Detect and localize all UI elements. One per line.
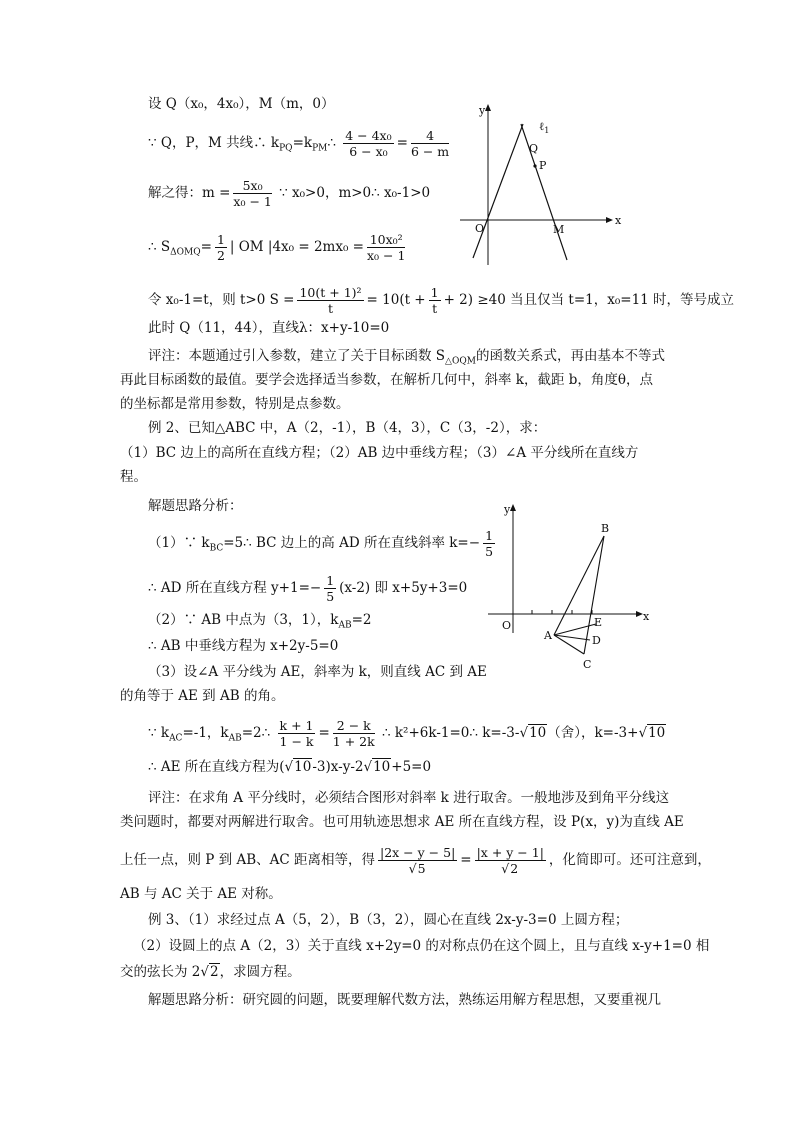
- text-fragment: ∴ k²+6k-1=0∴ k=-3-: [382, 725, 520, 741]
- fraction: [378, 845, 457, 876]
- text-line-22: 评注：在求角 A 平分线时，必须结合图形对斜率 k 进行取舍。一般地涉及到角平分线这: [148, 790, 670, 806]
- fraction: [324, 573, 336, 604]
- line-l1: [521, 124, 567, 260]
- sqrt-radicand: 5: [417, 861, 426, 876]
- fraction: [278, 718, 316, 749]
- text-fragment: -3)x-y-2: [312, 759, 364, 775]
- text-fragment: ∴ AD 所在直线方程 y+1=−: [148, 580, 322, 596]
- fraction-denominator: x₀ − 1: [233, 194, 272, 209]
- text-fragment: ∵ Q，P，M 共线∴ k: [148, 135, 280, 151]
- x-axis-ticks: [532, 610, 592, 614]
- y-axis-label: y: [504, 503, 511, 516]
- text-fragment: =-1，k: [182, 725, 229, 741]
- fraction-denominator: t: [327, 301, 334, 316]
- segment-AD: [554, 635, 590, 640]
- figure-2-diagram: [480, 498, 660, 673]
- fraction-denominator: √2: [501, 861, 519, 876]
- origin-label: O: [475, 222, 485, 235]
- subscript: AC: [169, 733, 183, 744]
- segment-AE: [554, 624, 596, 635]
- sqrt-radicand: 2: [210, 964, 219, 980]
- fraction-denominator: 1 − k: [279, 734, 314, 749]
- figure-1-diagram: [455, 100, 625, 270]
- l1-label: [539, 120, 549, 135]
- fraction: [429, 285, 441, 316]
- subscript: PQ: [279, 143, 293, 154]
- text-line-29: 解题思路分析：研究圆的问题，既要理解代数方法，熟练运用解方程思想，又要重视几: [148, 992, 661, 1008]
- line-OQ: [473, 124, 523, 258]
- text-line-1: 设 Q（x₀，4x₀），M（m，0）: [148, 96, 335, 112]
- text-fragment: ∵ k: [148, 725, 170, 741]
- text-fragment: （2）∵ AB 中点为（3，1），k: [148, 612, 339, 628]
- fraction-denominator: 6 − m: [410, 144, 450, 159]
- sqrt-radicand: 10: [373, 759, 391, 775]
- text-fragment: 上任一点，则 P 到 AB、AC 距离相等，得: [120, 852, 375, 868]
- text-fragment: + 2) ≥40 当且仅当 t=1，x₀=11 时，等号成立: [443, 292, 735, 308]
- fraction: [343, 128, 393, 159]
- sqrt-radicand: 10: [529, 725, 547, 741]
- fraction-numerator: 1: [326, 573, 335, 588]
- fraction-numerator: 10x₀²: [367, 232, 405, 248]
- fraction-denominator: 1 + 2k: [332, 734, 375, 749]
- text-line-14: [148, 528, 498, 559]
- text-line-26: 例 3、（1）求经过点 A（5，2），B（3，2），圆心在直线 2x-y-3=0 上圆方程；: [148, 912, 629, 928]
- text-line-15: [148, 573, 467, 604]
- text-fragment: ，求圆方程。: [219, 964, 301, 980]
- subscript: BC: [209, 543, 224, 554]
- sqrt-radicand: 10: [294, 759, 312, 775]
- fraction-denominator: 2: [216, 248, 225, 263]
- sqrt-radicand: 2: [510, 861, 519, 876]
- fraction-numerator: k + 1: [279, 718, 314, 733]
- text-line-3: [148, 178, 430, 209]
- text-fragment: +5=0: [391, 759, 432, 775]
- point-A-label: A: [544, 629, 552, 642]
- fraction: [297, 285, 363, 316]
- subscript: △OQM: [445, 356, 476, 367]
- fraction-numerator: 1: [430, 285, 439, 300]
- point-C-label: C: [583, 658, 592, 671]
- fraction-numerator: 2 − k: [333, 718, 375, 734]
- text-line-16: [148, 610, 371, 636]
- fraction-numerator: 1: [485, 528, 494, 543]
- fraction-denominator: 5: [485, 544, 494, 559]
- text-fragment: = 10(t +: [366, 292, 426, 308]
- fraction-numerator: 4 − 4x₀: [345, 128, 392, 143]
- text-line-10: 例 2、已知△ABC 中，A（2，-1），B（4，3），C（3，-2），求：: [148, 420, 547, 436]
- point-M-label: M: [553, 223, 565, 236]
- fraction-denominator: x₀ − 1: [367, 248, 406, 263]
- text-fragment: =2∴: [241, 725, 271, 741]
- y-axis-arrow-icon: [510, 504, 516, 511]
- text-fragment: =: [318, 725, 330, 741]
- x-axis-label: x: [643, 610, 650, 623]
- subscript: AB: [228, 733, 242, 744]
- text-line-18: （3）设∠A 平分线为 AE，斜率为 k，则直线 AC 到 AE: [148, 664, 487, 680]
- point-B-label: B: [601, 522, 610, 535]
- text-fragment: (x-2) 即 x+5y+3=0: [339, 580, 468, 596]
- point-Q-label: Q: [529, 142, 539, 155]
- subscript: ΔOMQ: [170, 247, 201, 258]
- text-line-12: 程。: [120, 469, 147, 485]
- text-line-23: 类问题时，都要对两解进行取舍。也可用轨迹思想求 AE 所在直线方程，设 P(x，y)为直线 AE: [120, 814, 684, 830]
- text-line-20: ∵ $k_{AC}=-1$，$k_{AB}=2\therefore$ $\frac{k + 1}{1 - k}$ = $\frac{2 - k}{1 + 2k}$ ∴ k²+6k-1=0∴ k=-3-√10（舍），k=-3+√10: [148, 718, 666, 749]
- point-D-label: D: [592, 634, 601, 647]
- text-line-24: [120, 845, 711, 876]
- fraction: [367, 232, 405, 263]
- l1-label-sub: 1: [544, 126, 550, 135]
- text-line-9: 的坐标都是常用参数，特别是点参数。: [120, 396, 350, 412]
- text-fragment: =: [396, 135, 408, 151]
- text-fragment: ∴ S: [148, 239, 171, 255]
- fraction: [215, 232, 227, 263]
- text-line-11: （1）BC 边上的高所在直线方程；（2）AB 边中垂线方程；（3）∠A 平分线所在直线方: [120, 445, 639, 461]
- text-line-7: [148, 346, 665, 372]
- text-fragment: 令 x₀-1=t，则 t>0 S =: [148, 292, 295, 308]
- text-line-2: [148, 128, 452, 159]
- fraction-denominator: 6 − x₀: [349, 144, 388, 159]
- fraction-numerator: |x + y − 1|: [476, 845, 544, 860]
- fraction-denominator: 5: [326, 589, 335, 604]
- fraction: [333, 718, 375, 749]
- subscript: AB: [338, 620, 352, 631]
- text-line-27: （2）设圆上的点 A（2，3）关于直线 x+2y=0 的对称点仍在这个圆上，且与直线 x-y+1=0 相: [133, 938, 710, 954]
- fraction-denominator: √5: [408, 861, 426, 876]
- text-fragment: 的函数关系式，再由基本不等式: [475, 348, 665, 364]
- text-line-8: 再此目标函数的最值。要学会选择适当参数，在解析几何中，斜率 k，截距 b，角度θ，点: [120, 372, 654, 388]
- subscript: PM: [312, 143, 328, 154]
- point-P-marker: [533, 164, 536, 167]
- l1-label-letter: ℓ: [539, 120, 545, 133]
- fraction: [411, 128, 449, 159]
- point-P-label: P: [539, 159, 547, 172]
- fraction-numerator: 5x₀: [233, 178, 271, 194]
- text-fragment: =5∴ BC 边上的高 AD 所在直线斜率 k=−: [223, 535, 481, 551]
- fraction-numerator: 10(t + 1)²: [299, 285, 362, 300]
- text-fragment: ∴: [327, 135, 336, 151]
- text-fragment: =2: [351, 612, 372, 628]
- sqrt-radicand: 10: [648, 725, 666, 741]
- y-axis-label: y: [479, 104, 486, 117]
- point-E-label: E: [594, 616, 603, 629]
- segment-CA: [554, 635, 584, 654]
- fraction-denominator: t: [432, 301, 438, 316]
- text-fragment: ∵ x₀>0，m>0∴ x₀-1>0: [279, 185, 431, 201]
- text-line-28: 交的弦长为 2√2，求圆方程。: [120, 964, 301, 980]
- text-fragment: ∴ AE 所在直线方程为(: [148, 759, 285, 775]
- text-line-4: [148, 232, 408, 263]
- y-axis-arrow-icon: [485, 104, 491, 111]
- text-fragment: =k: [292, 135, 313, 151]
- text-fragment: =: [200, 239, 212, 255]
- text-line-25: AB 与 AC 关于 AE 对称。: [120, 886, 282, 902]
- fraction: [475, 845, 546, 876]
- text-fragment: =: [460, 852, 472, 868]
- text-line-6: 此时 Q（11，44），直线λ：x+y-10=0: [148, 320, 390, 336]
- text-fragment: 交的弦长为 2: [120, 964, 201, 980]
- text-fragment: 解之得：m =: [148, 185, 231, 201]
- fraction-numerator: 4: [411, 128, 449, 144]
- text-fragment: （1）∵ k: [148, 535, 210, 551]
- text-fragment: | OM |4x₀ = 2mx₀ =: [229, 239, 364, 255]
- fraction: [233, 178, 271, 209]
- text-line-17: ∴ AB 中垂线方程为 x+2y-5=0: [148, 638, 339, 654]
- text-line-21: ∴ AE 所在直线方程为(√10-3)x-y-2√10+5=0: [148, 759, 432, 775]
- origin-label: O: [502, 619, 512, 632]
- text-line-19: 的角等于 AE 到 AB 的角。: [120, 688, 285, 704]
- x-axis-arrow-icon: [606, 217, 613, 223]
- text-fragment: ，化简即可。还可注意到，: [548, 852, 711, 868]
- text-fragment: （舍），k=-3+: [547, 725, 639, 741]
- x-axis-arrow-icon: [636, 611, 643, 617]
- fraction-numerator: |2x − y − 5|: [380, 845, 456, 860]
- x-axis-label: x: [615, 214, 622, 227]
- text-fragment: 评注：本题通过引入参数，建立了关于目标函数 S: [148, 348, 446, 364]
- text-line-5: [148, 285, 734, 316]
- fraction-numerator: 1: [216, 232, 225, 247]
- text-line-13: 解题思路分析：: [148, 498, 243, 514]
